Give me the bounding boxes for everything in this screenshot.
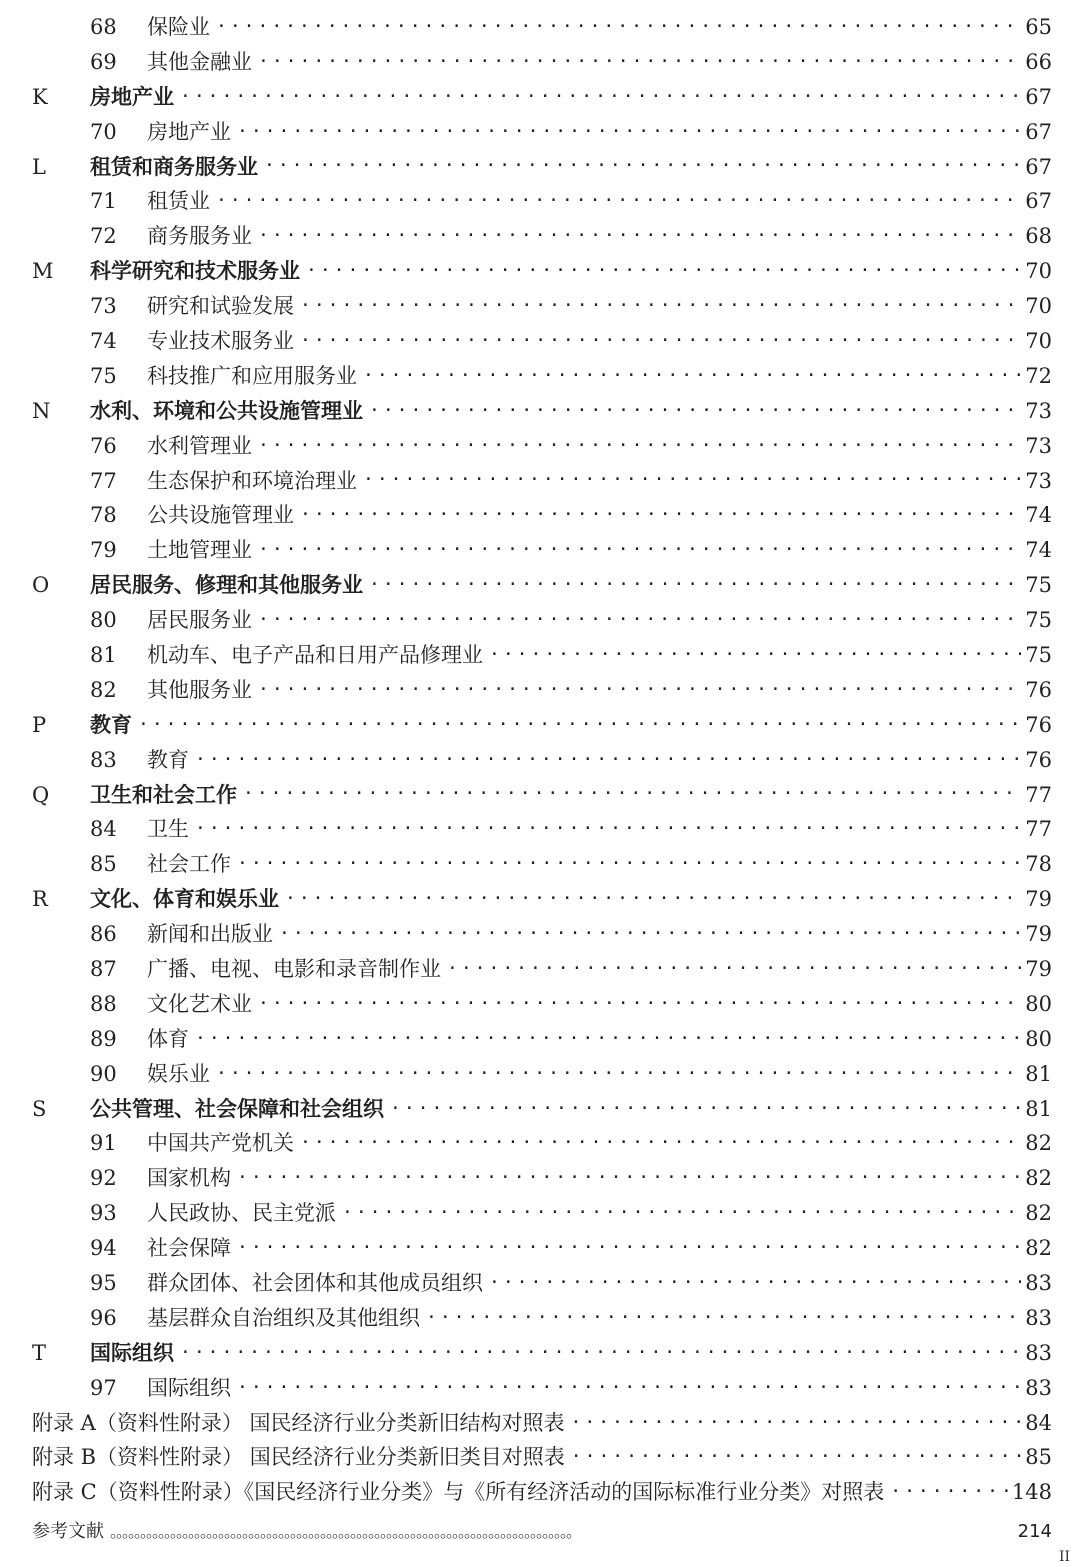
toc-entry-sub[interactable] bbox=[0, 638, 1080, 673]
dot-leader bbox=[195, 1028, 1021, 1051]
entry-page-number: 80 bbox=[1025, 991, 1052, 1016]
entry-number: 97 bbox=[90, 1375, 117, 1400]
entry-title: 社会保障 bbox=[147, 1236, 231, 1261]
toc-entry-section[interactable] bbox=[0, 254, 1080, 289]
dot-leader bbox=[369, 574, 1021, 597]
entry-title: 商务服务业 bbox=[147, 224, 252, 249]
toc-entry-sub[interactable] bbox=[0, 464, 1080, 499]
entry-line bbox=[147, 16, 1052, 39]
entry-number: 74 bbox=[90, 328, 117, 353]
dot-leader bbox=[258, 225, 1021, 248]
dot-leader bbox=[237, 1237, 1021, 1260]
dot-leader bbox=[243, 783, 1021, 806]
entry-line bbox=[90, 400, 1052, 423]
toc-entry-sub[interactable] bbox=[0, 1022, 1080, 1057]
entry-title: 水利管理业 bbox=[147, 433, 252, 458]
dot-leader bbox=[363, 365, 1021, 388]
entry-number: 79 bbox=[90, 538, 117, 563]
entry-page-number: 74 bbox=[1025, 538, 1052, 563]
dot-leader bbox=[237, 1377, 1021, 1400]
entry-line bbox=[147, 1377, 1052, 1400]
entry-page-number: 84 bbox=[1025, 1410, 1052, 1435]
entry-line bbox=[32, 1412, 1052, 1435]
dot-leader bbox=[216, 1063, 1021, 1086]
entry-title: 国际组织 bbox=[90, 1340, 174, 1365]
dot-leader bbox=[447, 958, 1021, 981]
dot-leader bbox=[264, 155, 1021, 178]
section-letter: S bbox=[32, 1096, 47, 1121]
toc-entry-section[interactable] bbox=[0, 150, 1080, 185]
entry-page-number: 76 bbox=[1025, 677, 1052, 702]
entry-page-number: 83 bbox=[1025, 1271, 1052, 1295]
entry-number: 78 bbox=[90, 503, 117, 528]
toc-entry-sub[interactable] bbox=[0, 1057, 1080, 1092]
section-letter: K bbox=[32, 84, 48, 109]
dot-leader bbox=[285, 888, 1021, 911]
entry-title: 社会工作 bbox=[147, 852, 231, 877]
entry-line bbox=[147, 365, 1052, 388]
entry-number: 70 bbox=[90, 119, 117, 144]
toc-entry-sub[interactable] bbox=[0, 1231, 1080, 1266]
dot-leader bbox=[258, 609, 1021, 632]
entry-number: 83 bbox=[90, 747, 117, 772]
entry-title: 机动车、电子产品和日用产品修理业 bbox=[147, 642, 483, 667]
toc-entry-sub[interactable] bbox=[0, 359, 1080, 394]
entry-page-number: 85 bbox=[1025, 1445, 1052, 1470]
entry-title: 保险业 bbox=[147, 14, 210, 39]
entry-number: 76 bbox=[90, 433, 117, 458]
entry-page-number: 148 bbox=[1011, 1480, 1052, 1505]
entry-page-number: 83 bbox=[1025, 1340, 1052, 1365]
entry-line bbox=[147, 121, 1052, 144]
toc-entry-appendix[interactable] bbox=[0, 1475, 1080, 1510]
entry-title: 文化、体育和娱乐业 bbox=[90, 887, 279, 912]
toc-entry-refs[interactable] bbox=[0, 1514, 1080, 1549]
entry-line bbox=[147, 958, 1052, 981]
dot-leader bbox=[180, 1342, 1021, 1365]
dot-leader bbox=[342, 1202, 1021, 1225]
toc-entry-section[interactable] bbox=[0, 80, 1080, 115]
dot-leader bbox=[216, 16, 1021, 39]
entry-line bbox=[147, 609, 1052, 632]
section-letter: N bbox=[32, 398, 51, 423]
entry-title: 研究和试验发展 bbox=[147, 294, 294, 319]
entry-page-number: 83 bbox=[1025, 1305, 1052, 1330]
toc-entry-section[interactable] bbox=[0, 708, 1080, 743]
toc-entry-sub[interactable] bbox=[0, 743, 1080, 778]
toc-entry-sub[interactable] bbox=[0, 603, 1080, 638]
entry-line bbox=[147, 1272, 1052, 1295]
dot-leader bbox=[258, 993, 1021, 1016]
entry-title: 文化艺术业 bbox=[147, 991, 252, 1016]
entry-number: 77 bbox=[90, 468, 117, 493]
entry-page-number: 67 bbox=[1025, 119, 1052, 144]
toc-entry-sub[interactable] bbox=[0, 952, 1080, 987]
entry-title: 其他服务业 bbox=[147, 677, 252, 702]
entry-title: 中国共产党机关 bbox=[147, 1131, 294, 1156]
entry-line bbox=[147, 644, 1052, 667]
entry-number: 68 bbox=[90, 14, 117, 39]
toc-entry-sub[interactable] bbox=[0, 533, 1080, 568]
entry-page-number: 82 bbox=[1025, 1201, 1052, 1226]
entry-title: 教育 bbox=[90, 712, 132, 737]
entry-page-number: 76 bbox=[1025, 747, 1052, 772]
entry-number: 84 bbox=[90, 817, 117, 842]
entry-title: 教育 bbox=[147, 747, 189, 772]
entry-page-number: 82 bbox=[1025, 1131, 1052, 1156]
entry-line bbox=[147, 330, 1052, 353]
entry-page-number: 73 bbox=[1025, 468, 1052, 493]
entry-line bbox=[90, 714, 1052, 737]
dot-leader bbox=[258, 679, 1021, 702]
toc-entry-sub[interactable] bbox=[0, 1196, 1080, 1231]
dot-leader bbox=[489, 644, 1021, 667]
dot-leader bbox=[300, 504, 1021, 527]
toc-entry-section[interactable] bbox=[0, 1336, 1080, 1371]
dot-leader bbox=[890, 1481, 1008, 1504]
entry-page-number: 67 bbox=[1025, 84, 1052, 109]
entry-line bbox=[147, 1202, 1052, 1225]
entry-page-number: 214 bbox=[1017, 1520, 1052, 1542]
entry-line bbox=[147, 679, 1052, 702]
toc-entry-appendix[interactable] bbox=[0, 1441, 1080, 1476]
entry-title: 水利、环境和公共设施管理业 bbox=[90, 398, 363, 423]
entry-page-number: 74 bbox=[1025, 503, 1052, 528]
entry-title: 基层群众自治组织及其他组织 bbox=[147, 1305, 420, 1330]
entry-line bbox=[90, 155, 1052, 178]
toc-entry-appendix[interactable] bbox=[0, 1406, 1080, 1441]
entry-title: 土地管理业 bbox=[147, 538, 252, 563]
entry-title: 科技推广和应用服务业 bbox=[147, 363, 357, 388]
entry-title: 公共设施管理业 bbox=[147, 503, 294, 528]
entry-number: 90 bbox=[90, 1061, 117, 1086]
dot-leader bbox=[195, 749, 1021, 772]
entry-title: 体育 bbox=[147, 1026, 189, 1051]
entry-number: 88 bbox=[90, 991, 117, 1016]
entry-title: 广播、电视、电影和录音制作业 bbox=[147, 956, 441, 981]
entry-page-number: 75 bbox=[1025, 573, 1052, 598]
entry-page-number: 79 bbox=[1025, 922, 1052, 947]
entry-page-number: 77 bbox=[1025, 782, 1052, 807]
dot-leader bbox=[180, 86, 1021, 109]
toc-entry-sub[interactable] bbox=[0, 917, 1080, 952]
entry-page-number: 77 bbox=[1025, 817, 1052, 842]
entry-line bbox=[90, 86, 1052, 109]
toc-entry-sub[interactable] bbox=[0, 847, 1080, 882]
entry-line bbox=[147, 435, 1052, 458]
entry-title: 房地产业 bbox=[147, 119, 231, 144]
dot-leader bbox=[300, 295, 1021, 318]
toc-entry-sub[interactable] bbox=[0, 1161, 1080, 1196]
entry-line bbox=[147, 504, 1052, 527]
dot-leader bbox=[258, 51, 1021, 74]
entry-page-number: 76 bbox=[1025, 712, 1052, 737]
entry-page-number: 80 bbox=[1025, 1026, 1052, 1051]
entry-line bbox=[147, 853, 1052, 876]
entry-title: 参考文献 bbox=[32, 1520, 104, 1542]
entry-line bbox=[32, 1446, 1052, 1469]
entry-line bbox=[147, 1132, 1052, 1155]
dot-leader bbox=[258, 539, 1021, 562]
entry-page-number: 67 bbox=[1025, 189, 1052, 214]
entry-page-number: 72 bbox=[1025, 363, 1052, 388]
dot-leader bbox=[237, 1167, 1021, 1190]
entry-page-number: 66 bbox=[1025, 49, 1052, 74]
entry-line bbox=[147, 818, 1052, 841]
entry-number: 96 bbox=[90, 1305, 117, 1330]
entry-page-number: 83 bbox=[1025, 1375, 1052, 1400]
section-letter: L bbox=[32, 154, 46, 179]
entry-title: 附录 B（资料性附录） 国民经济行业分类新旧类目对照表 bbox=[32, 1445, 565, 1470]
toc-entry-sub[interactable] bbox=[0, 219, 1080, 254]
dot-leader bbox=[110, 1522, 1014, 1542]
toc-entry-sub[interactable] bbox=[0, 45, 1080, 80]
entry-number: 80 bbox=[90, 608, 117, 633]
toc-entry-sub[interactable] bbox=[0, 812, 1080, 847]
entry-page-number: 81 bbox=[1025, 1061, 1052, 1086]
toc-entry-section[interactable] bbox=[0, 882, 1080, 917]
toc-entry-sub[interactable] bbox=[0, 498, 1080, 533]
entry-line bbox=[147, 1237, 1052, 1260]
toc-entry-section[interactable] bbox=[0, 394, 1080, 429]
toc-entry-sub[interactable] bbox=[0, 1371, 1080, 1406]
dot-leader bbox=[216, 190, 1021, 213]
entry-line bbox=[32, 1522, 1052, 1542]
entry-page-number: 67 bbox=[1025, 154, 1052, 179]
entry-page-number: 81 bbox=[1025, 1096, 1052, 1121]
toc-entry-sub[interactable] bbox=[0, 673, 1080, 708]
toc-entry-section[interactable] bbox=[0, 1092, 1080, 1127]
entry-title: 卫生 bbox=[147, 817, 189, 842]
toc-entry-sub[interactable] bbox=[0, 115, 1080, 150]
dot-leader bbox=[571, 1412, 1022, 1435]
page-number-roman: II bbox=[1058, 1549, 1070, 1565]
entry-title: 新闻和出版业 bbox=[147, 922, 273, 947]
entry-line bbox=[90, 1098, 1052, 1121]
toc-entry-sub[interactable] bbox=[0, 429, 1080, 464]
section-letter: T bbox=[32, 1340, 47, 1365]
entry-number: 71 bbox=[90, 189, 117, 214]
entry-number: 86 bbox=[90, 922, 117, 947]
entry-page-number: 70 bbox=[1025, 328, 1052, 353]
section-letter: R bbox=[32, 887, 48, 912]
entry-title: 房地产业 bbox=[90, 84, 174, 109]
dot-leader bbox=[426, 1307, 1021, 1330]
entry-number: 85 bbox=[90, 852, 117, 877]
entry-page-number: 73 bbox=[1025, 398, 1052, 423]
toc-entry-sub[interactable] bbox=[0, 1127, 1080, 1162]
dot-leader bbox=[300, 330, 1021, 353]
section-letter: P bbox=[32, 712, 47, 737]
entry-title: 租赁和商务服务业 bbox=[90, 154, 258, 179]
entry-title: 卫生和社会工作 bbox=[90, 782, 237, 807]
entry-title: 公共管理、社会保障和社会组织 bbox=[90, 1096, 384, 1121]
entry-line bbox=[147, 923, 1052, 946]
entry-title: 专业技术服务业 bbox=[147, 328, 294, 353]
dot-leader bbox=[489, 1272, 1021, 1295]
entry-line bbox=[147, 51, 1052, 74]
entry-page-number: 70 bbox=[1025, 294, 1052, 319]
entry-number: 75 bbox=[90, 363, 117, 388]
entry-page-number: 78 bbox=[1025, 852, 1052, 877]
entry-line bbox=[147, 190, 1052, 213]
entry-page-number: 65 bbox=[1025, 14, 1052, 39]
entry-line bbox=[147, 225, 1052, 248]
entry-line bbox=[32, 1481, 1052, 1504]
dot-leader bbox=[571, 1446, 1021, 1469]
entry-number: 73 bbox=[90, 294, 117, 319]
entry-line bbox=[147, 993, 1052, 1016]
dot-leader bbox=[258, 435, 1021, 458]
entry-line bbox=[90, 888, 1052, 911]
entry-line bbox=[147, 749, 1052, 772]
entry-page-number: 79 bbox=[1025, 956, 1052, 981]
dot-leader bbox=[237, 121, 1021, 144]
dot-leader bbox=[306, 260, 1021, 283]
entry-page-number: 75 bbox=[1025, 608, 1052, 633]
entry-line bbox=[90, 574, 1052, 597]
entry-title: 生态保护和环境治理业 bbox=[147, 468, 357, 493]
toc-entry-sub[interactable] bbox=[0, 1266, 1080, 1301]
entry-page-number: 82 bbox=[1025, 1166, 1052, 1191]
entry-line bbox=[90, 1342, 1052, 1365]
dot-leader bbox=[369, 400, 1021, 423]
entry-title: 科学研究和技术服务业 bbox=[90, 259, 300, 284]
entry-number: 95 bbox=[90, 1271, 117, 1295]
entry-title: 租赁业 bbox=[147, 189, 210, 214]
toc-entry-sub[interactable] bbox=[0, 289, 1080, 324]
entry-number: 69 bbox=[90, 49, 117, 74]
dot-leader bbox=[138, 714, 1021, 737]
dot-leader bbox=[279, 923, 1021, 946]
dot-leader bbox=[300, 1132, 1021, 1155]
entry-line bbox=[147, 1028, 1052, 1051]
entry-title: 居民服务、修理和其他服务业 bbox=[90, 573, 363, 598]
entry-line bbox=[147, 1307, 1052, 1330]
entry-number: 93 bbox=[90, 1201, 117, 1226]
toc-entry-sub[interactable] bbox=[0, 184, 1080, 219]
entry-line bbox=[147, 469, 1052, 492]
section-letter: O bbox=[32, 573, 50, 598]
toc-entry-section[interactable] bbox=[0, 778, 1080, 813]
dot-leader bbox=[237, 853, 1021, 876]
entry-line bbox=[147, 1063, 1052, 1086]
entry-title: 附录 C（资料性附录）《国民经济行业分类》与《所有经济活动的国际标准行业分类》对照表 bbox=[32, 1480, 885, 1505]
entry-page-number: 79 bbox=[1025, 887, 1052, 912]
entry-title: 国家机构 bbox=[147, 1166, 231, 1191]
entry-page-number: 70 bbox=[1025, 259, 1052, 284]
entry-title: 群众团体、社会团体和其他成员组织 bbox=[147, 1271, 483, 1295]
entry-page-number: 68 bbox=[1025, 224, 1052, 249]
table-of-contents bbox=[0, 10, 1080, 1549]
entry-title: 附录 A（资料性附录） 国民经济行业分类新旧结构对照表 bbox=[32, 1410, 565, 1435]
entry-line bbox=[147, 539, 1052, 562]
entry-title: 国际组织 bbox=[147, 1375, 231, 1400]
entry-number: 81 bbox=[90, 642, 117, 667]
section-letter: M bbox=[32, 259, 54, 284]
entry-page-number: 75 bbox=[1025, 642, 1052, 667]
entry-number: 92 bbox=[90, 1166, 117, 1191]
dot-leader bbox=[390, 1098, 1021, 1121]
entry-title: 娱乐业 bbox=[147, 1061, 210, 1086]
entry-number: 94 bbox=[90, 1236, 117, 1261]
section-letter: Q bbox=[32, 782, 50, 807]
entry-title: 人民政协、民主党派 bbox=[147, 1201, 336, 1226]
toc-entry-sub[interactable] bbox=[0, 324, 1080, 359]
dot-leader bbox=[195, 818, 1021, 841]
toc-entry-sub[interactable] bbox=[0, 987, 1080, 1022]
entry-page-number: 73 bbox=[1025, 433, 1052, 458]
toc-entry-sub[interactable] bbox=[0, 1301, 1080, 1336]
toc-entry-section[interactable] bbox=[0, 568, 1080, 603]
entry-line bbox=[147, 295, 1052, 318]
entry-number: 82 bbox=[90, 677, 117, 702]
entry-number: 89 bbox=[90, 1026, 117, 1051]
entry-number: 91 bbox=[90, 1131, 117, 1156]
entry-title: 其他金融业 bbox=[147, 49, 252, 74]
dot-leader bbox=[363, 469, 1021, 492]
entry-number: 72 bbox=[90, 224, 117, 249]
entry-page-number: 82 bbox=[1025, 1236, 1052, 1261]
toc-entry-sub[interactable] bbox=[0, 10, 1080, 45]
entry-line bbox=[90, 783, 1052, 806]
entry-line bbox=[147, 1167, 1052, 1190]
entry-title: 居民服务业 bbox=[147, 608, 252, 633]
entry-number: 87 bbox=[90, 956, 117, 981]
entry-line bbox=[90, 260, 1052, 283]
